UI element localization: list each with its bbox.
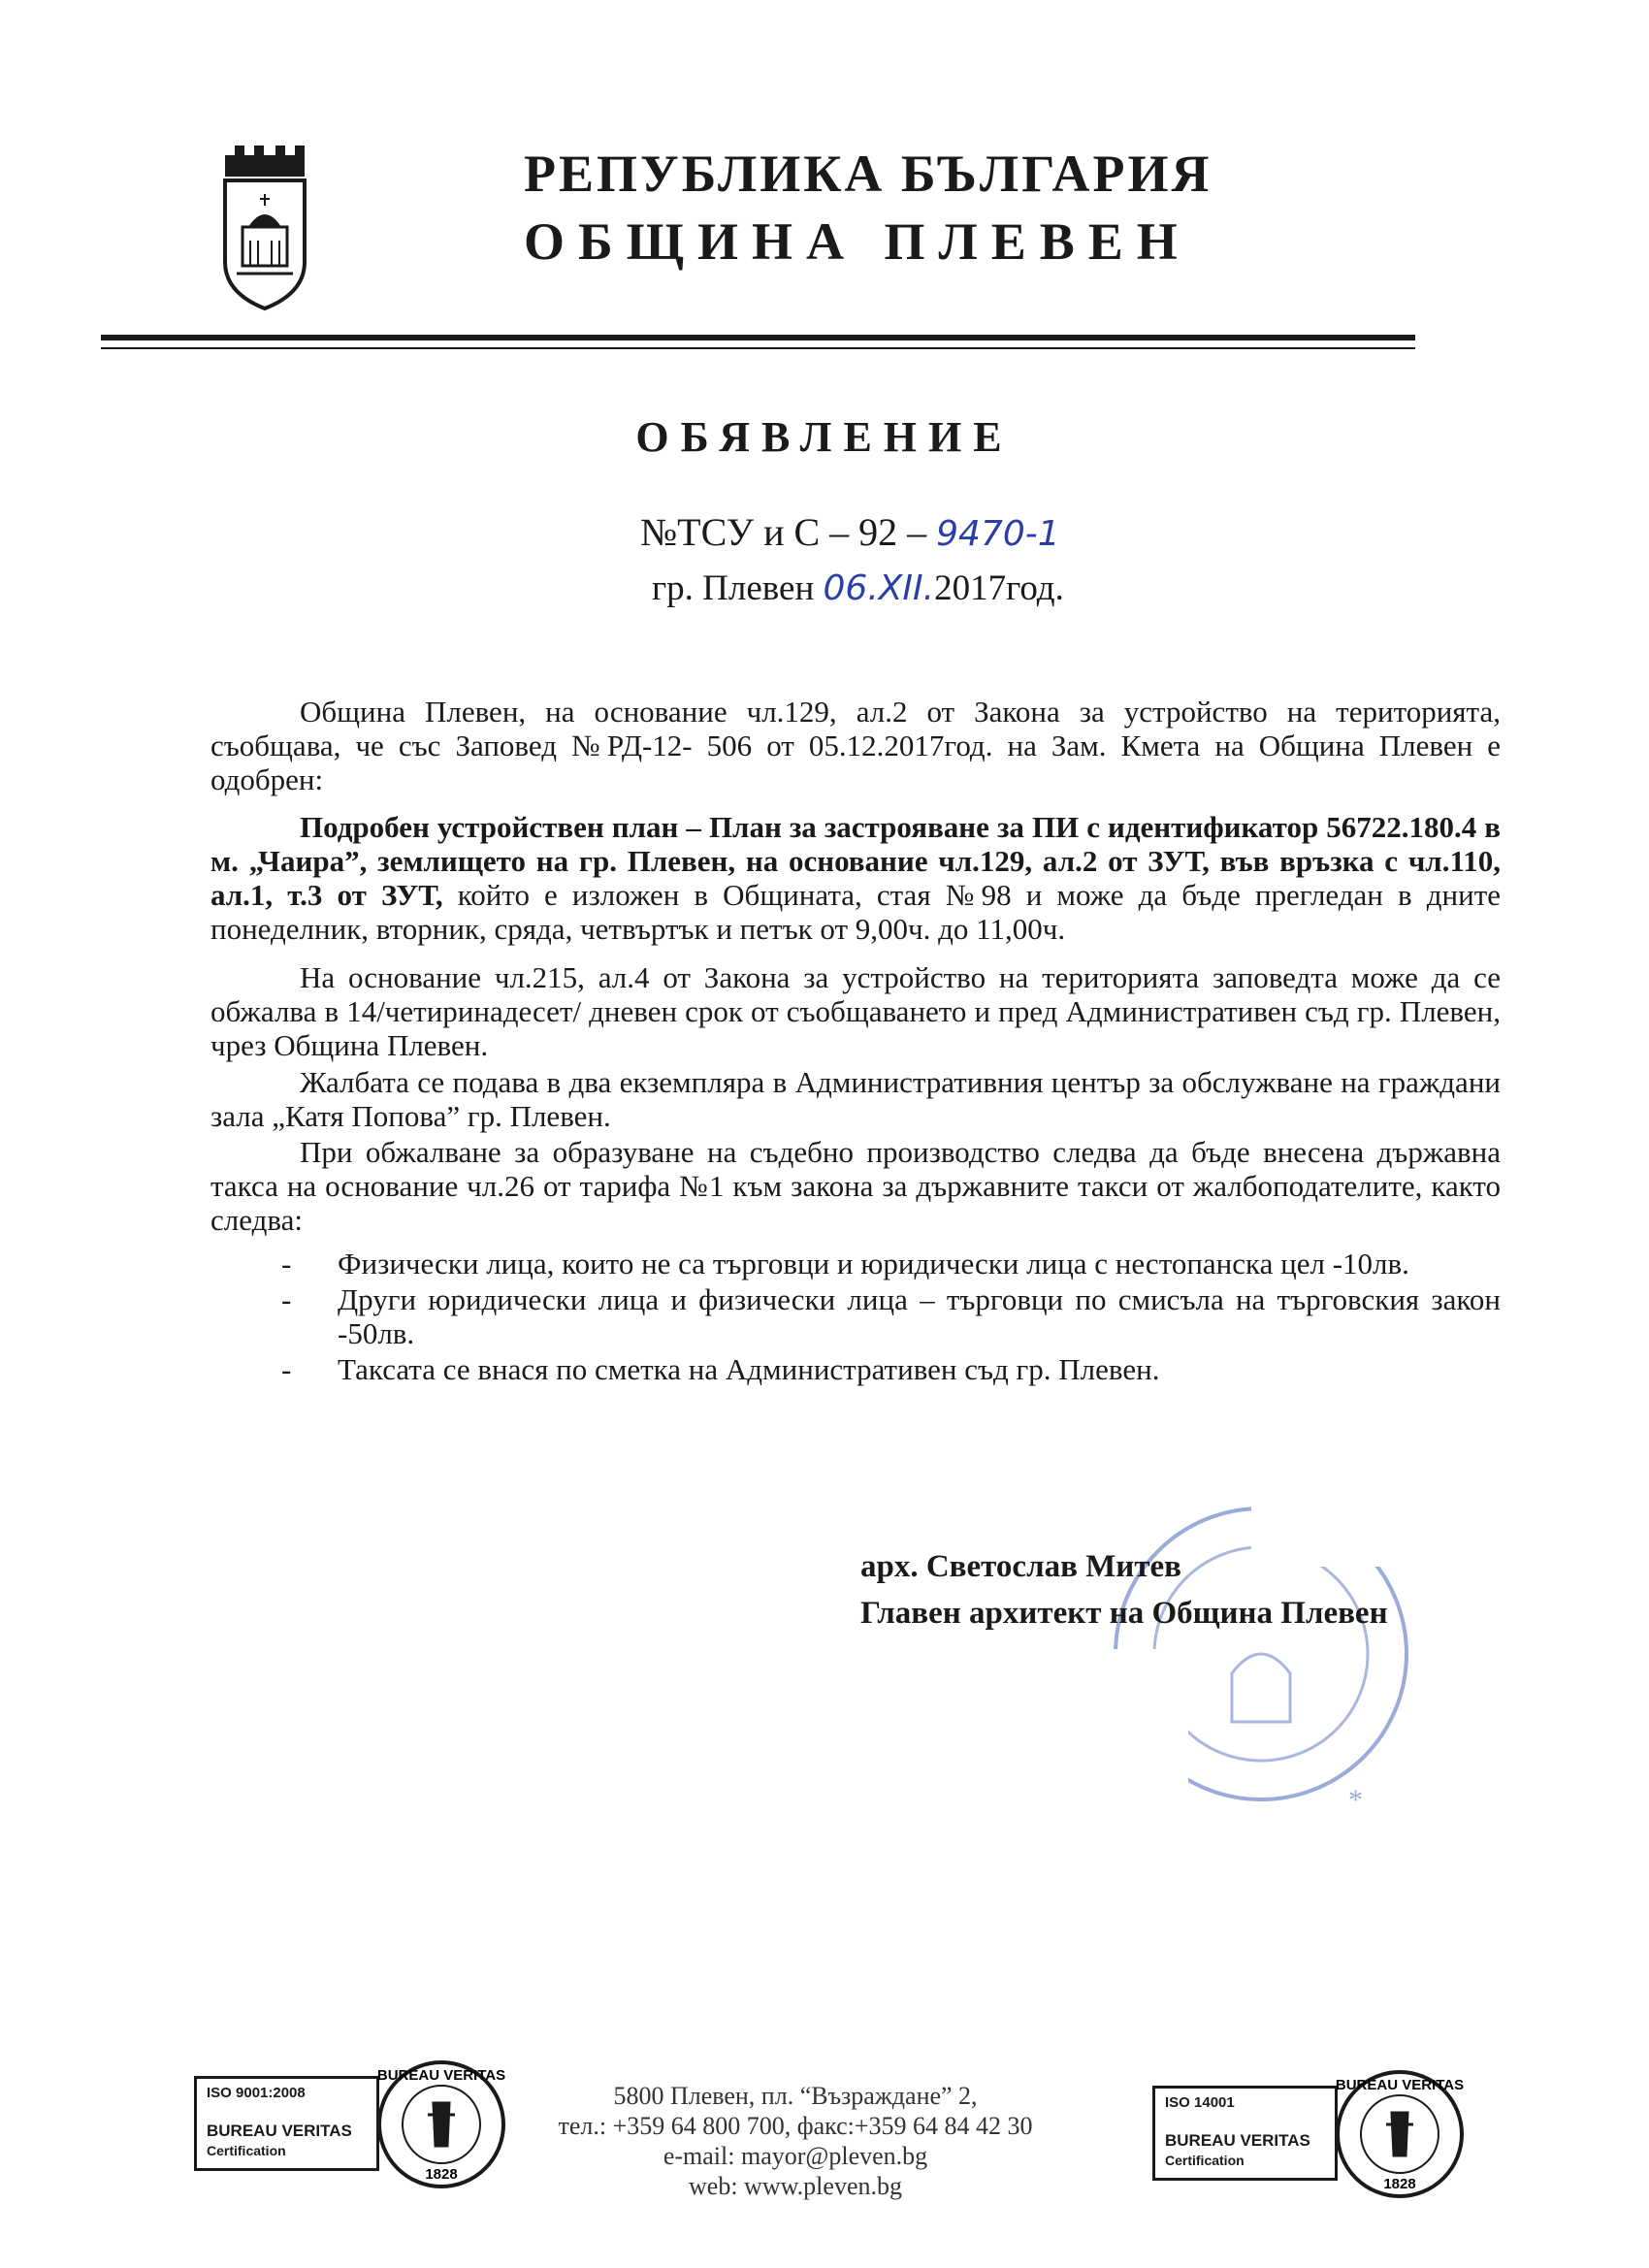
- bureau-veritas-seal-icon: [1332, 2066, 1468, 2202]
- list-item: - Други юридически лица и физически лица – търговци по смисъла на търговския закон -50лв.: [281, 1282, 1501, 1350]
- paragraph-appeal: На основание чл.215, ал.4 от Закона за устройство на територията заповедта може да се обжалва в 14/четиринадесет/ дневен срок от съобщаването и пред Административен съд гр. Плевен, чрез Община Плевен.: [210, 960, 1501, 1062]
- paragraph-fee: При обжалване за образуване на съдебно производство следва да бъде внесена държавна такса на основание чл.26 от тарифа №1 към закона за държавните такси от жалбоподателите, както следва:: [210, 1135, 1501, 1237]
- paragraph-plan: [210, 810, 1501, 946]
- document-title: ОБЯВЛЕНИЕ: [635, 413, 1014, 461]
- header-divider: [101, 335, 1415, 340]
- header-republic: РЕПУБЛИКА БЪЛГАРИЯ: [524, 145, 1212, 203]
- plan-title: Подробен устройствен план – План за застрояване за ПИ с идентификатор 56722.180.4 в м. „Чаира”, землището на гр. Плевен, на основание чл.129, ал.2 от ЗУТ, във връзка с чл.110, ал.1, т.3 от ЗУТ,: [210, 810, 1501, 912]
- footer-web[interactable]: web: www.pleven.bg: [689, 2172, 902, 2200]
- pleven-coat-of-arms: [221, 138, 308, 312]
- paragraph-complaint: Жалбата се подава в два екземпляра в Административния център за обслужване на граждани зала „Катя Попова” гр. Плевен.: [210, 1065, 1501, 1133]
- iso-label: ISO 9001:2008: [207, 2085, 306, 2101]
- seal-text: BUREAU VERITAS: [376, 2067, 506, 2084]
- redaction-block: [1251, 1445, 1460, 1567]
- redaction-block: [1314, 1389, 1431, 1447]
- header-municipality: ОБЩИНА ПЛЕВЕН: [524, 212, 1191, 271]
- certification-left: [194, 2057, 514, 2183]
- list-item: - Таксата се внася по сметка на Административен съд гр. Плевен.: [281, 1352, 1160, 1386]
- header-divider-thin: [101, 347, 1415, 349]
- reference-number: [640, 509, 1060, 555]
- paragraph-announcement: Община Плевен, на основание чл.129, ал.2 от Закона за устройство на територията, съобщава, че със Заповед №РД-12- 506 от 05.12.2017год. на Зам. Кмета на Община Плевен е одобрен:: [210, 695, 1501, 796]
- fee-list: [281, 1247, 1501, 1388]
- footer-email[interactable]: e-mail: mayor@pleven.bg: [663, 2142, 928, 2170]
- iso-label: ISO 14001: [1165, 2094, 1235, 2111]
- year: 2017год.: [934, 568, 1064, 608]
- seal-text: BUREAU VERITAS: [1335, 2077, 1465, 2093]
- certification-label: Certification: [207, 2143, 286, 2158]
- footer-phone: тел.: +359 64 800 700, факс:+359 64 84 42 30: [558, 2112, 1033, 2140]
- signatory-position: Главен архитект на Община Плевен: [860, 1596, 1388, 1631]
- list-item: - Физически лица, които не са търговци и юридически лица с нестопанска цел -10лв.: [281, 1247, 1409, 1280]
- footer-address: 5800 Плевен, пл. “Възраждане” 2,: [613, 2082, 978, 2110]
- handwritten-number: 9470-1: [936, 514, 1060, 554]
- certifier-name: BUREAU VERITAS: [1165, 2131, 1310, 2150]
- place-date: [652, 567, 1064, 609]
- signatory-name: арх. Светослав Митев: [860, 1549, 1181, 1584]
- city: гр. Плевен: [652, 568, 815, 608]
- plan-details: който е изложен в Общината, стая №98 и може да бъде прегледан в дните понеделник, вторник, сряда, четвъртък и петък от 9,00ч. до 11,00ч.: [210, 878, 1502, 946]
- certifier-name: BUREAU VERITAS: [207, 2122, 352, 2140]
- svg-text:*: *: [1348, 1784, 1363, 1816]
- redaction-block: [1038, 1649, 1188, 1858]
- seal-year: 1828: [425, 2166, 458, 2183]
- seal-year: 1828: [1383, 2176, 1416, 2192]
- handwritten-date: 06.XII.: [823, 568, 935, 608]
- certification-right: [1152, 2066, 1472, 2192]
- certification-label: Certification: [1165, 2153, 1245, 2168]
- contact-info: [485, 2081, 1106, 2201]
- reference-prefix: №ТСУ и С – 92 –: [640, 510, 927, 554]
